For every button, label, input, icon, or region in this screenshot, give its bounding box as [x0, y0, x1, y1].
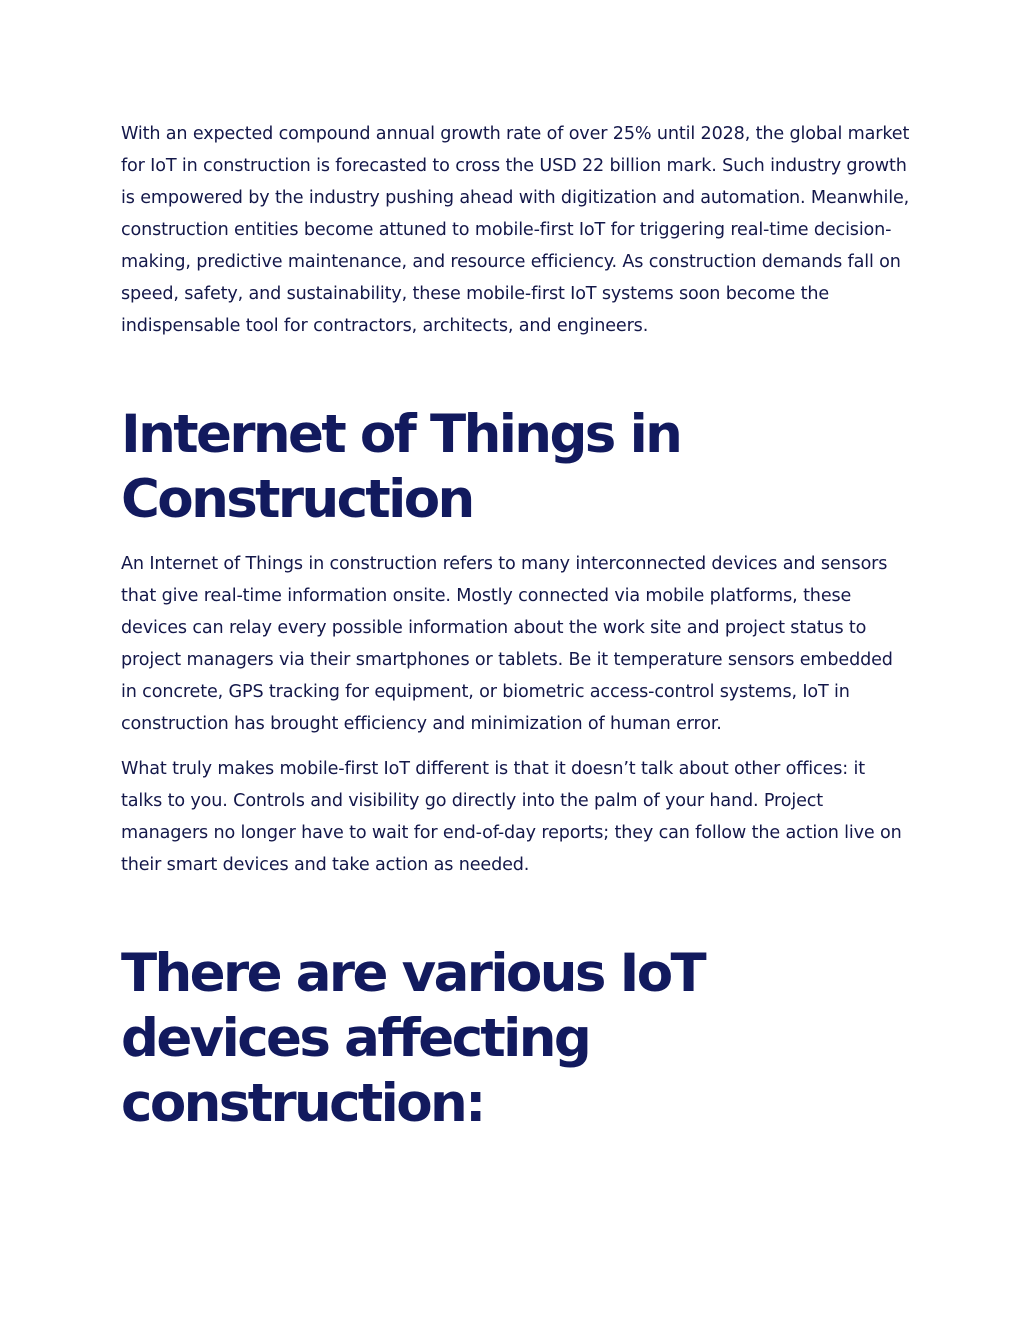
- section-heading-iot-in-construction: Internet of Things in Construction: [121, 404, 681, 530]
- section1-paragraph: An Internet of Things in construction refers to many interconnected devices and sensors that give real-time information onsite. Mostly connected via mobile platforms, these devices can relay every possible information about the work site and project status to project managers via their smartphones or tablets. Be it temperature sensors embedded in concrete, GPS tracking for equipment, or biometric access-control systems, IoT in construction has brought efficiency and minimization of human error.: [121, 554, 893, 734]
- article-content: [121, 118, 911, 1136]
- section-heading-iot-devices: There are various IoT devices affecting construction:: [121, 943, 705, 1134]
- intro-paragraph: With an expected compound annual growth rate of over 25% until 2028, the global market for IoT in construction is forecasted to cross the USD 22 billion mark. Such industry growth is empowered by the industry pushing ahead with digitization and automation. Meanwhile, construction entities become attuned to mobile-first IoT for triggering real-time decision-making, predictive maintenance, and resource efficiency. As construction demands fall on speed, safety, and sustainability, these mobile-first IoT systems soon become the indispensable tool for contractors, architects, and engineers.: [121, 124, 910, 336]
- section1-paragraph: What truly makes mobile-first IoT different is that it doesn’t talk about other offices: it talks to you. Controls and visibility go directly into the palm of your hand. Project managers no longer have to wait for end-of-day reports; they can follow the action live on their smart devices and take action as needed.: [121, 759, 902, 875]
